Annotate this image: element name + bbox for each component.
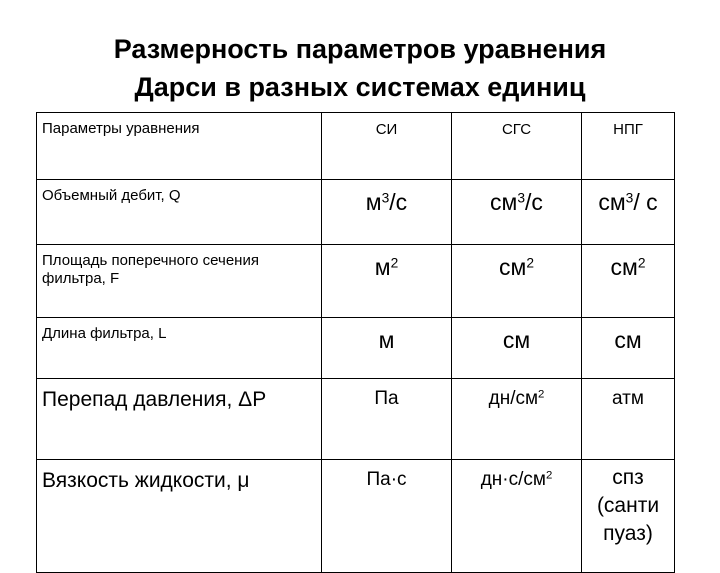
value-cgs: $см^3/с$ (452, 180, 582, 245)
slide-title (0, 30, 720, 106)
param-viscosity: Вязкость жидкости, μ (37, 460, 322, 573)
param-filter-length: Длина фильтра, L (37, 318, 322, 379)
value-si: Па·с (322, 460, 452, 573)
value-si: $м^2$ (322, 245, 452, 318)
value-cgs: $см^2$ (452, 245, 582, 318)
value-npg: спз (санти пуаз) (582, 460, 675, 573)
value-npg: см (582, 318, 675, 379)
value-si: м (322, 318, 452, 379)
table-header-row (37, 113, 675, 180)
value-si: $м^3/с$ (322, 180, 452, 245)
header-npg: НПГ (582, 113, 675, 180)
header-cgs: СГС (452, 113, 582, 180)
value-cgs: см (452, 318, 582, 379)
param-flow-rate: Объемный дебит, Q (37, 180, 322, 245)
value-si: Па (322, 379, 452, 460)
value-cgs: $дн/см^2$ (452, 379, 582, 460)
param-pressure-drop: Перепад давления, ΔP (37, 379, 322, 460)
table-row (37, 460, 675, 573)
title-line-1: Размерность параметров уравнения (113, 34, 607, 64)
table-row (37, 318, 675, 379)
value-npg: $см^2$ (582, 245, 675, 318)
header-params: Параметры уравнения (37, 113, 322, 180)
table-row (37, 180, 675, 245)
table-row (37, 245, 675, 318)
header-si: СИ (322, 113, 452, 180)
param-cross-section: Площадь поперечного сечения фильтра, F (37, 245, 322, 318)
value-npg: $см^3/$ с (582, 180, 675, 245)
table-row (37, 379, 675, 460)
units-table (36, 112, 675, 573)
value-cgs: $дн\cdot с/см^2$ (452, 460, 582, 573)
title-line-2: Дарси в разных системах единиц (134, 72, 586, 102)
value-npg: атм (582, 379, 675, 460)
